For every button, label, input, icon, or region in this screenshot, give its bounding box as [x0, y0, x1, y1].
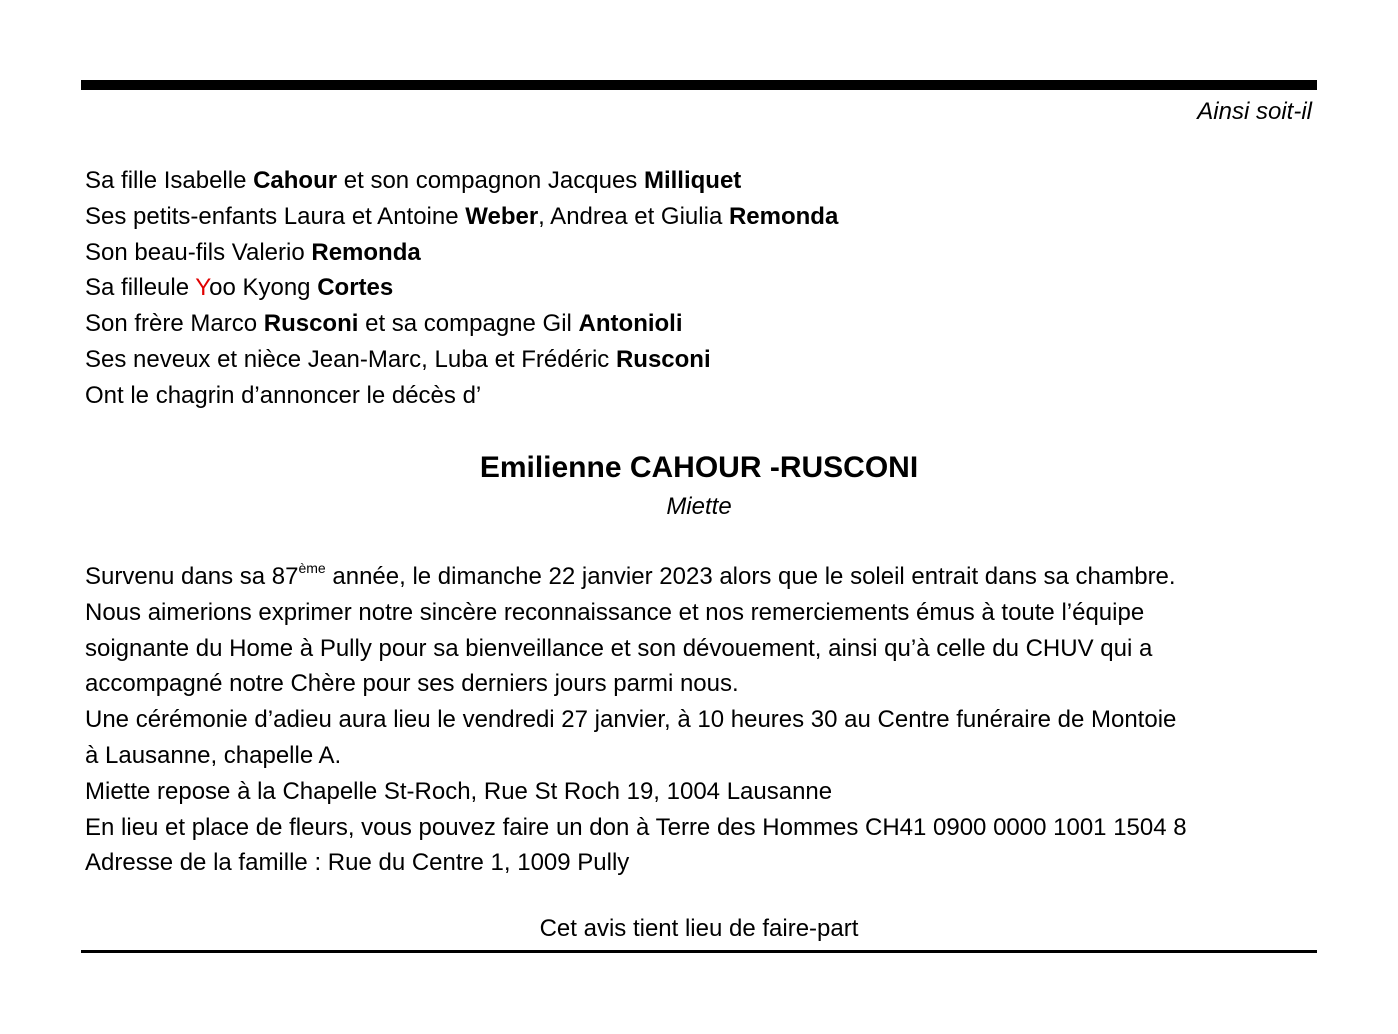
- text-segment: et sa compagne Gil: [358, 310, 579, 338]
- deceased-name: Emilienne CAHOUR -RUSCONI: [479, 451, 919, 484]
- family-line-announcement: Ont le chagrin d’annoncer le décès d’: [85, 381, 482, 409]
- surname: Antonioli: [578, 310, 683, 338]
- text-segment: Sa fille Isabelle: [85, 167, 254, 194]
- family-announcement: [85, 163, 838, 414]
- surname: Remonda: [728, 202, 839, 230]
- text-segment: Ses neveux et nièce Jean-Marc, Luba et Frédéric: [85, 345, 616, 373]
- text-segment: , Andrea et Giulia: [538, 202, 729, 230]
- epigraph: Ainsi soit-il: [1197, 98, 1312, 125]
- text-segment: Son beau-fils Valerio: [85, 238, 312, 266]
- closing-note: Cet avis tient lieu de faire-part: [539, 915, 859, 942]
- surname: Remonda: [311, 238, 421, 266]
- family-line-goddaughter: [85, 270, 838, 306]
- body-line-thanks-1: Nous aimerions exprimer notre sincère reconnaissance et nos remerciements émus à toute l’équipe: [85, 598, 1145, 626]
- text-segment: Ses petits-enfants Laura et Antoine: [85, 202, 466, 230]
- body-line-donation: En lieu et place de fleurs, vous pouvez faire un don à Terre des Hommes CH41 0900 0000 1001 1504 8: [85, 813, 1187, 841]
- family-line-grandchildren: [85, 199, 838, 235]
- surname: Rusconi: [263, 310, 359, 338]
- surname: Cortes: [317, 274, 394, 302]
- text-segment: Sa filleule: [85, 274, 196, 302]
- body-line-ceremony-1: Une cérémonie d’adieu aura lieu le vendredi 27 janvier, à 10 heures 30 au Centre funéraire de Montoie: [85, 706, 1177, 734]
- notice-body: [85, 559, 1325, 881]
- family-line-nephews-niece: [85, 342, 838, 378]
- body-line-thanks-2: soignante du Home à Pully pour sa bienveillance et son dévouement, ainsi qu’à celle du CHUV qui a: [85, 634, 1153, 662]
- family-line-daughter: [85, 163, 838, 199]
- surname: Rusconi: [615, 345, 711, 373]
- text-segment: Survenu dans sa 87: [85, 563, 299, 590]
- surname: Cahour: [253, 167, 338, 194]
- surname: Weber: [465, 202, 539, 230]
- text-segment: oo Kyong: [209, 274, 318, 302]
- deceased-nickname: Miette: [666, 493, 732, 520]
- body-line-repose: Miette repose à la Chapelle St-Roch, Rue St Roch 19, 1004 Lausanne: [85, 777, 833, 805]
- body-line-family-address: Adresse de la famille : Rue du Centre 1, 1009 Pully: [85, 849, 630, 877]
- top-border-rule: [81, 80, 1317, 90]
- text-segment: et son compagnon Jacques: [337, 167, 644, 194]
- ordinal-suffix: ème: [298, 560, 326, 576]
- text-segment: Son frère Marco: [85, 310, 264, 338]
- family-line-brother: [85, 306, 838, 342]
- body-line-thanks-3: accompagné notre Chère pour ses derniers jours parmi nous.: [85, 670, 739, 698]
- text-segment: année, le dimanche 22 janvier 2023 alors que le soleil entrait dans sa chambre.: [325, 563, 1176, 590]
- highlighted-letter: Y: [195, 274, 210, 302]
- body-line-passing: [85, 559, 1325, 595]
- bottom-border-rule: [81, 950, 1317, 953]
- family-line-son-in-law: [85, 235, 838, 271]
- body-line-ceremony-2: à Lausanne, chapelle A.: [85, 741, 342, 769]
- surname: Milliquet: [643, 167, 742, 194]
